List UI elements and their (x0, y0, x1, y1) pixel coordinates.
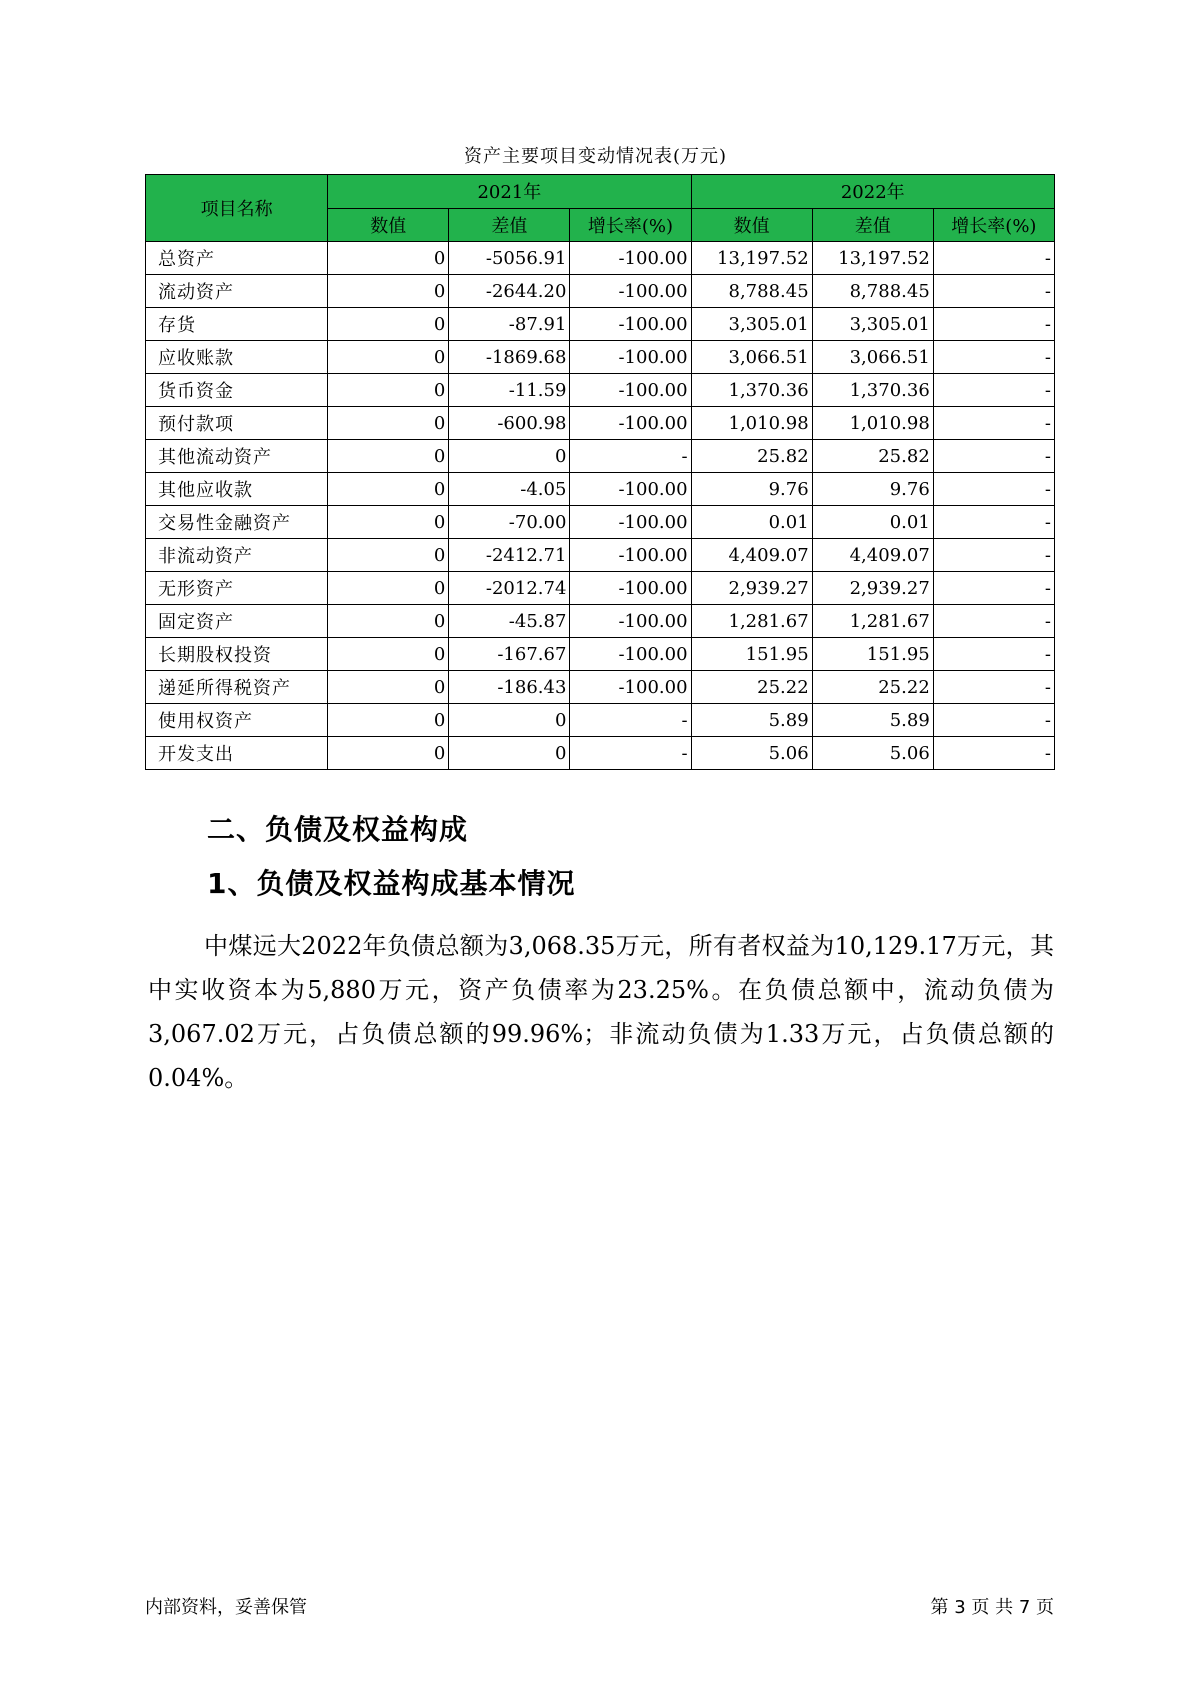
row-value-cell: 151.95 (691, 638, 812, 671)
row-value-cell: -100.00 (570, 539, 691, 572)
row-value-cell: -100.00 (570, 473, 691, 506)
row-value-cell: 0 (328, 539, 449, 572)
row-value-cell: -4.05 (449, 473, 570, 506)
row-item-name: 长期股权投资 (146, 638, 328, 671)
row-value-cell: 13,197.52 (812, 242, 933, 275)
row-value-cell: 0 (449, 737, 570, 770)
row-value-cell: 1,281.67 (812, 605, 933, 638)
row-value-cell: -100.00 (570, 638, 691, 671)
row-value-cell: 5.89 (812, 704, 933, 737)
table-row (146, 605, 1055, 638)
header-2022-diff: 差值 (812, 208, 933, 242)
row-value-cell: 25.22 (691, 671, 812, 704)
row-value-cell: 9.76 (812, 473, 933, 506)
row-value-cell: -100.00 (570, 407, 691, 440)
row-item-name: 开发支出 (146, 737, 328, 770)
footer-page-number: 第 3 页 共 7 页 (930, 1597, 1054, 1618)
row-item-name: 其他应收款 (146, 473, 328, 506)
row-value-cell: - (570, 704, 691, 737)
row-value-cell: - (933, 341, 1054, 374)
row-value-cell: -2644.20 (449, 275, 570, 308)
table-row (146, 572, 1055, 605)
row-value-cell: - (933, 737, 1054, 770)
row-value-cell: 0.01 (812, 506, 933, 539)
row-value-cell: 0 (328, 440, 449, 473)
row-value-cell: - (933, 242, 1054, 275)
table-row (146, 671, 1055, 704)
row-value-cell: -100.00 (570, 605, 691, 638)
row-value-cell: 0 (328, 341, 449, 374)
row-value-cell: 4,409.07 (812, 539, 933, 572)
row-value-cell: 5.06 (812, 737, 933, 770)
row-value-cell: -87.91 (449, 308, 570, 341)
row-value-cell: 1,281.67 (691, 605, 812, 638)
row-value-cell: - (570, 737, 691, 770)
row-value-cell: - (933, 374, 1054, 407)
row-value-cell: 3,066.51 (691, 341, 812, 374)
row-value-cell: 5.89 (691, 704, 812, 737)
section-heading: 二、负债及权益构成 (207, 813, 469, 846)
body-paragraph: 中煤远大2022年负债总额为3,068.35万元，所有者权益为10,129.17万元，其中实收资本为5,880万元，资产负债率为23.25%。在负债总额中，流动负债为3,067.02万元，占负债总额的99.96%；非流动负债为1.33万元，占负债总额的0.04%。 (148, 932, 1054, 1092)
row-item-name: 流动资产 (146, 275, 328, 308)
table-row (146, 506, 1055, 539)
row-value-cell: 3,305.01 (691, 308, 812, 341)
table-row (146, 704, 1055, 737)
row-value-cell: -11.59 (449, 374, 570, 407)
row-item-name: 无形资产 (146, 572, 328, 605)
row-value-cell: 8,788.45 (812, 275, 933, 308)
row-value-cell: -2412.71 (449, 539, 570, 572)
header-2022-value: 数值 (691, 208, 812, 242)
row-item-name: 预付款项 (146, 407, 328, 440)
row-value-cell: -100.00 (570, 506, 691, 539)
header-year-2022: 2022年 (691, 175, 1054, 209)
row-value-cell: 1,370.36 (812, 374, 933, 407)
table-row (146, 638, 1055, 671)
row-item-name: 应收账款 (146, 341, 328, 374)
row-value-cell: -1869.68 (449, 341, 570, 374)
header-2021-growth: 增长率(%) (570, 208, 691, 242)
row-value-cell: 25.22 (812, 671, 933, 704)
row-value-cell: 3,305.01 (812, 308, 933, 341)
row-value-cell: - (570, 440, 691, 473)
row-value-cell: - (933, 440, 1054, 473)
row-value-cell: -167.67 (449, 638, 570, 671)
row-value-cell: - (933, 275, 1054, 308)
table-row (146, 275, 1055, 308)
row-item-name: 总资产 (146, 242, 328, 275)
row-item-name: 使用权资产 (146, 704, 328, 737)
footer-confidential-note: 内部资料，妥善保管 (145, 1597, 307, 1618)
header-year-2021: 2021年 (328, 175, 691, 209)
table-row (146, 539, 1055, 572)
row-value-cell: 2,939.27 (691, 572, 812, 605)
row-value-cell: - (933, 572, 1054, 605)
row-value-cell: 0 (328, 704, 449, 737)
table-row (146, 473, 1055, 506)
row-value-cell: 0 (328, 671, 449, 704)
row-value-cell: 0 (328, 407, 449, 440)
row-value-cell: 9.76 (691, 473, 812, 506)
table-row (146, 374, 1055, 407)
row-value-cell: -186.43 (449, 671, 570, 704)
row-value-cell: - (933, 407, 1054, 440)
row-item-name: 固定资产 (146, 605, 328, 638)
table-row (146, 341, 1055, 374)
row-value-cell: 0 (328, 374, 449, 407)
header-2021-diff: 差值 (449, 208, 570, 242)
row-value-cell: 151.95 (812, 638, 933, 671)
table-title: 资产主要项目变动情况表(万元) (463, 146, 728, 167)
row-value-cell: 2,939.27 (812, 572, 933, 605)
row-item-name: 非流动资产 (146, 539, 328, 572)
row-value-cell: 5.06 (691, 737, 812, 770)
row-value-cell: -100.00 (570, 308, 691, 341)
row-value-cell: 0 (328, 473, 449, 506)
row-value-cell: -100.00 (570, 671, 691, 704)
header-item-name: 项目名称 (146, 175, 328, 242)
row-item-name: 存货 (146, 308, 328, 341)
row-value-cell: 1,010.98 (812, 407, 933, 440)
row-value-cell: -100.00 (570, 341, 691, 374)
row-value-cell: - (933, 506, 1054, 539)
row-value-cell: -2012.74 (449, 572, 570, 605)
header-2021-value: 数值 (328, 208, 449, 242)
row-value-cell: 0 (328, 638, 449, 671)
row-value-cell: -5056.91 (449, 242, 570, 275)
row-item-name: 递延所得税资产 (146, 671, 328, 704)
table-row (146, 407, 1055, 440)
row-value-cell: 25.82 (812, 440, 933, 473)
row-value-cell: 25.82 (691, 440, 812, 473)
row-value-cell: 0 (449, 440, 570, 473)
row-value-cell: 0 (328, 572, 449, 605)
table-row (146, 242, 1055, 275)
row-value-cell: -100.00 (570, 374, 691, 407)
row-value-cell: 0 (328, 605, 449, 638)
row-value-cell: - (933, 308, 1054, 341)
row-value-cell: 0 (449, 704, 570, 737)
table-row (146, 308, 1055, 341)
row-value-cell: 1,010.98 (691, 407, 812, 440)
row-value-cell: 0.01 (691, 506, 812, 539)
row-value-cell: 0 (328, 308, 449, 341)
row-item-name: 其他流动资产 (146, 440, 328, 473)
row-value-cell: 0 (328, 737, 449, 770)
row-value-cell: - (933, 473, 1054, 506)
row-value-cell: 0 (328, 275, 449, 308)
header-2022-growth: 增长率(%) (933, 208, 1054, 242)
table-row (146, 737, 1055, 770)
row-item-name: 交易性金融资产 (146, 506, 328, 539)
row-value-cell: -100.00 (570, 242, 691, 275)
asset-change-table (145, 174, 1055, 770)
row-value-cell: -100.00 (570, 572, 691, 605)
row-value-cell: 1,370.36 (691, 374, 812, 407)
row-item-name: 货币资金 (146, 374, 328, 407)
row-value-cell: 0 (328, 506, 449, 539)
row-value-cell: 0 (328, 242, 449, 275)
row-value-cell: - (933, 671, 1054, 704)
table-body (146, 242, 1055, 770)
row-value-cell: -100.00 (570, 275, 691, 308)
table-row (146, 440, 1055, 473)
row-value-cell: -45.87 (449, 605, 570, 638)
row-value-cell: - (933, 605, 1054, 638)
row-value-cell: 4,409.07 (691, 539, 812, 572)
row-value-cell: -70.00 (449, 506, 570, 539)
row-value-cell: - (933, 704, 1054, 737)
row-value-cell: 8,788.45 (691, 275, 812, 308)
section-subheading: 1、负债及权益构成基本情况 (207, 867, 576, 900)
row-value-cell: 3,066.51 (812, 341, 933, 374)
row-value-cell: 13,197.52 (691, 242, 812, 275)
row-value-cell: -600.98 (449, 407, 570, 440)
row-value-cell: - (933, 638, 1054, 671)
row-value-cell: - (933, 539, 1054, 572)
